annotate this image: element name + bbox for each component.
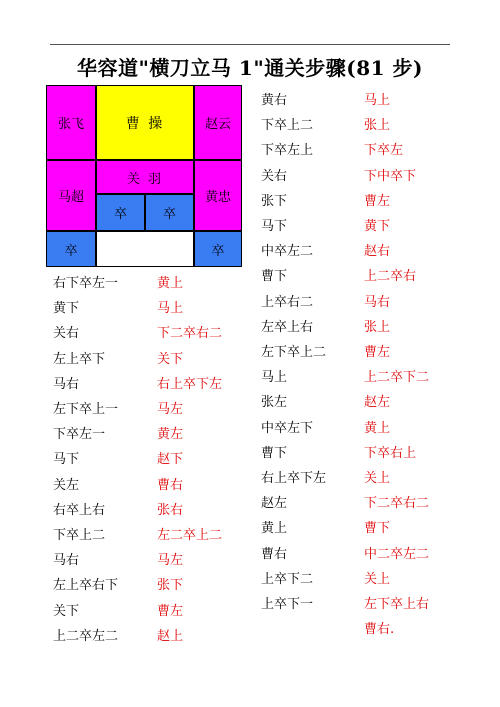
step-move: 曹右 bbox=[261, 546, 288, 562]
step-move: 关右 bbox=[261, 168, 288, 184]
step-move-highlight: 马上 bbox=[157, 301, 184, 317]
step-move-highlight: 下中卒下 bbox=[364, 168, 417, 184]
step-move: 下卒上二 bbox=[261, 118, 314, 134]
step-move-highlight: 左下卒上右 bbox=[364, 597, 430, 612]
step-move: 上卒下二 bbox=[261, 571, 314, 587]
piece-cao-cao: 曹 操 bbox=[96, 85, 194, 160]
step-move-highlight: 赵左 bbox=[364, 395, 391, 411]
step-move-highlight: 黄左 bbox=[157, 427, 184, 443]
step-move-highlight: 黄上 bbox=[157, 276, 184, 291]
piece-soldier-3: 卒 bbox=[46, 231, 96, 267]
step-move: 下卒左一 bbox=[53, 427, 106, 443]
step-move-highlight: 马左 bbox=[157, 553, 184, 569]
step-move: 关下 bbox=[53, 603, 80, 619]
step-move: 张左 bbox=[261, 395, 288, 411]
step-move: 黄上 bbox=[261, 521, 288, 537]
step-move-highlight: 下卒左 bbox=[364, 143, 404, 159]
step-move-highlight: 左二卒上二 bbox=[157, 528, 223, 543]
step-move: 上卒右二 bbox=[261, 294, 314, 310]
step-move-highlight: 马左 bbox=[157, 402, 184, 417]
step-move-highlight: 张右 bbox=[157, 502, 184, 518]
step-move: 下卒上二 bbox=[53, 528, 106, 543]
step-move-highlight: 中二卒左二 bbox=[364, 546, 430, 562]
puzzle-board bbox=[46, 85, 242, 267]
piece-soldier-4: 卒 bbox=[194, 231, 242, 267]
step-move-highlight: 黄下 bbox=[364, 219, 391, 234]
step-move-highlight: 曹左 bbox=[157, 603, 184, 619]
step-move-highlight: 上二卒下二 bbox=[364, 370, 430, 386]
piece-zhang-fei: 张飞 bbox=[46, 85, 96, 160]
step-move: 右卒上右 bbox=[53, 502, 106, 518]
step-move-highlight: 下卒右上 bbox=[364, 445, 417, 461]
piece-huang-zhong: 黄忠 bbox=[194, 160, 242, 231]
step-move: 关左 bbox=[53, 477, 80, 493]
step-move-highlight: 赵下 bbox=[157, 452, 184, 468]
piece-soldier-2: 卒 bbox=[145, 194, 194, 231]
step-move-highlight: 关上 bbox=[364, 571, 391, 587]
step-move-highlight: 马上 bbox=[364, 93, 391, 108]
step-move-highlight: 张上 bbox=[364, 118, 391, 134]
top-rule bbox=[50, 44, 450, 45]
step-move: 关右 bbox=[53, 326, 80, 342]
step-move: 上二卒左二 bbox=[53, 628, 119, 644]
step-move: 马下 bbox=[261, 219, 288, 234]
step-move-highlight: 下二卒右二 bbox=[364, 496, 430, 512]
step-move-highlight: 上二卒右 bbox=[364, 269, 417, 285]
step-move: 左下卒上二 bbox=[261, 345, 327, 360]
step-move: 右下卒左一 bbox=[53, 276, 119, 291]
step-move-highlight: 曹右 bbox=[157, 477, 184, 493]
step-move: 黄右 bbox=[261, 93, 288, 108]
step-move-highlight: 赵上 bbox=[157, 628, 184, 644]
step-move-highlight: 马右 bbox=[364, 294, 391, 310]
step-move-highlight: 下二卒右二 bbox=[157, 326, 223, 342]
step-move: 下卒左上 bbox=[261, 143, 314, 159]
step-move: 曹下 bbox=[261, 445, 288, 461]
step-move-highlight: 关上 bbox=[364, 471, 391, 486]
step-move-highlight: 张上 bbox=[364, 319, 391, 335]
piece-ma-chao: 马超 bbox=[46, 160, 96, 231]
step-move: 马右 bbox=[53, 376, 80, 392]
step-move: 赵左 bbox=[261, 496, 288, 512]
step-move: 中卒左下 bbox=[261, 420, 314, 436]
step-move: 右上卒下左 bbox=[261, 471, 327, 486]
piece-guan-yu: 关 羽 bbox=[96, 160, 194, 194]
step-move-highlight: 右上卒下左 bbox=[157, 376, 223, 392]
step-move-highlight: 曹左 bbox=[364, 193, 391, 209]
piece-zhao-yun: 赵云 bbox=[194, 85, 242, 160]
step-move: 张下 bbox=[261, 193, 288, 209]
step-move: 曹下 bbox=[261, 269, 288, 285]
piece-soldier-1: 卒 bbox=[96, 194, 145, 231]
step-move: 左下卒上一 bbox=[53, 402, 119, 417]
step-move: 马右 bbox=[53, 553, 80, 569]
step-move-highlight: 曹左 bbox=[364, 345, 391, 360]
empty-space bbox=[96, 231, 194, 267]
step-move-highlight: 曹下 bbox=[364, 521, 391, 537]
step-move: 左卒上右 bbox=[261, 319, 314, 335]
step-move: 马上 bbox=[261, 370, 288, 386]
step-move: 马下 bbox=[53, 452, 80, 468]
step-move: 中卒左二 bbox=[261, 244, 314, 260]
step-move-highlight: 张下 bbox=[157, 578, 184, 594]
step-move: 左上卒右下 bbox=[53, 578, 119, 594]
step-move-highlight: 关下 bbox=[157, 351, 184, 367]
step-move: 左上卒下 bbox=[53, 351, 106, 367]
step-move-highlight: 黄上 bbox=[364, 420, 391, 436]
step-move-highlight: 赵右 bbox=[364, 244, 391, 260]
page-title: 华容道"横刀立马 1"通关步骤(81 步) bbox=[77, 56, 423, 80]
step-move: 上卒下一 bbox=[261, 597, 314, 612]
step-move: 黄下 bbox=[53, 301, 80, 317]
step-move-highlight: 曹右. bbox=[364, 622, 395, 638]
